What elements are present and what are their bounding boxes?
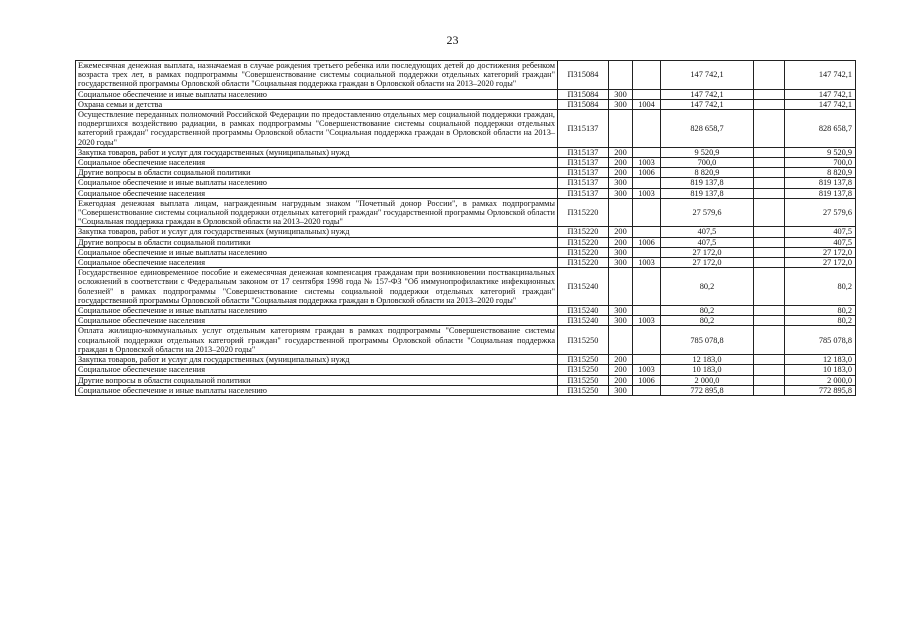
target-code-cell: П315220 (558, 237, 609, 247)
section-code-cell: 1006 (633, 237, 661, 247)
target-code-cell: П315084 (558, 99, 609, 109)
empty-cell (754, 326, 785, 355)
amount-cell: 407,5 (661, 237, 754, 247)
table-row (76, 326, 856, 355)
row-name-cell: Другие вопросы в области социальной политики (76, 237, 558, 247)
expense-type-cell: 300 (609, 178, 633, 188)
amount-cell: 10 183,0 (661, 365, 754, 375)
empty-cell (754, 306, 785, 316)
expense-type-cell (609, 268, 633, 306)
row-name-cell: Социальное обеспечение населения (76, 258, 558, 268)
expense-type-cell: 200 (609, 237, 633, 247)
table-row (76, 89, 856, 99)
target-code-cell: П315084 (558, 89, 609, 99)
expense-type-cell: 300 (609, 316, 633, 326)
section-code-cell (633, 355, 661, 365)
row-name-cell: Осуществление переданных полномочий Российской Федерации по предоставлению отдельных мер социальной поддержки граждан, подвергшихся воздействию радиации, в рамках подпрограммы "Совершенствование системы социальной поддержки отдельных категорий граждан" государственной программы Орловской области "Социальная поддержка граждан в Орловской области на 2013–2020 годы" (76, 110, 558, 148)
budget-table-body (76, 61, 856, 396)
amount-cell: 772 895,8 (661, 385, 754, 395)
expense-type-cell: 300 (609, 385, 633, 395)
section-code-cell (633, 268, 661, 306)
row-name-cell: Социальное обеспечение и иные выплаты населению (76, 247, 558, 257)
row-name-cell: Социальное обеспечение населения (76, 316, 558, 326)
expense-type-cell: 300 (609, 188, 633, 198)
empty-cell (754, 168, 785, 178)
section-code-cell: 1003 (633, 258, 661, 268)
target-code-cell: П315250 (558, 375, 609, 385)
table-row (76, 110, 856, 148)
amount-cell: 27 172,0 (661, 258, 754, 268)
target-code-cell: П315240 (558, 268, 609, 306)
row-name-cell: Закупка товаров, работ и услуг для государственных (муниципальных) нужд (76, 355, 558, 365)
amount-total-cell: 147 742,1 (785, 99, 856, 109)
empty-cell (754, 158, 785, 168)
amount-total-cell: 9 520,9 (785, 147, 856, 157)
amount-cell: 80,2 (661, 268, 754, 306)
amount-total-cell: 12 183,0 (785, 355, 856, 365)
row-name-cell: Другие вопросы в области социальной политики (76, 375, 558, 385)
amount-total-cell: 407,5 (785, 237, 856, 247)
target-code-cell: П315137 (558, 178, 609, 188)
table-row (76, 178, 856, 188)
amount-total-cell: 772 895,8 (785, 385, 856, 395)
table-row (76, 168, 856, 178)
section-code-cell: 1003 (633, 188, 661, 198)
section-code-cell (633, 61, 661, 90)
section-code-cell (633, 178, 661, 188)
target-code-cell: П315220 (558, 198, 609, 227)
amount-total-cell: 700,0 (785, 158, 856, 168)
empty-cell (754, 227, 785, 237)
expense-type-cell: 200 (609, 168, 633, 178)
empty-cell (754, 355, 785, 365)
amount-cell: 9 520,9 (661, 147, 754, 157)
section-code-cell (633, 326, 661, 355)
amount-cell: 819 137,8 (661, 188, 754, 198)
empty-cell (754, 89, 785, 99)
table-row (76, 375, 856, 385)
row-name-cell: Социальное обеспечение и иные выплаты населению (76, 385, 558, 395)
table-row (76, 158, 856, 168)
expense-type-cell (609, 326, 633, 355)
empty-cell (754, 99, 785, 109)
expense-type-cell (609, 110, 633, 148)
amount-cell: 700,0 (661, 158, 754, 168)
expense-type-cell (609, 198, 633, 227)
amount-total-cell: 27 172,0 (785, 258, 856, 268)
empty-cell (754, 188, 785, 198)
amount-total-cell: 10 183,0 (785, 365, 856, 375)
row-name-cell: Ежегодная денежная выплата лицам, награжденным нагрудным знаком "Почетный донор России", в рамках подпрограммы "Совершенствование системы социальной поддержки отдельных категорий граждан" государственной программы Орловской области "Социальная поддержка граждан в Орловской области на 2013–2020 годы" (76, 198, 558, 227)
expense-type-cell: 200 (609, 375, 633, 385)
expense-type-cell: 200 (609, 355, 633, 365)
expense-type-cell: 300 (609, 258, 633, 268)
section-code-cell: 1003 (633, 365, 661, 375)
amount-total-cell: 80,2 (785, 306, 856, 316)
amount-cell: 407,5 (661, 227, 754, 237)
target-code-cell: П315250 (558, 365, 609, 375)
section-code-cell: 1003 (633, 158, 661, 168)
row-name-cell: Ежемесячная денежная выплата, назначаемая в случае рождения третьего ребенка или последующих детей до достижения ребенком возраста трех лет, в рамках подпрограммы "Совершенствование системы социальной поддержки отдельных категорий граждан" государственной программы Орловской области "Социальная поддержка граждан в Орловской области на 2013–2020 годы" (76, 61, 558, 90)
section-code-cell: 1004 (633, 99, 661, 109)
section-code-cell (633, 147, 661, 157)
row-name-cell: Закупка товаров, работ и услуг для государственных (муниципальных) нужд (76, 147, 558, 157)
table-row (76, 247, 856, 257)
target-code-cell: П315137 (558, 110, 609, 148)
amount-cell: 12 183,0 (661, 355, 754, 365)
empty-cell (754, 258, 785, 268)
row-name-cell: Социальное обеспечение населения (76, 158, 558, 168)
target-code-cell: П315240 (558, 306, 609, 316)
empty-cell (754, 268, 785, 306)
amount-cell: 8 820,9 (661, 168, 754, 178)
empty-cell (754, 61, 785, 90)
amount-cell: 147 742,1 (661, 89, 754, 99)
amount-cell: 785 078,8 (661, 326, 754, 355)
amount-total-cell: 2 000,0 (785, 375, 856, 385)
section-code-cell (633, 306, 661, 316)
empty-cell (754, 237, 785, 247)
budget-table (75, 60, 856, 396)
section-code-cell (633, 385, 661, 395)
amount-total-cell: 27 579,6 (785, 198, 856, 227)
target-code-cell: П315220 (558, 247, 609, 257)
expense-type-cell: 300 (609, 247, 633, 257)
section-code-cell (633, 198, 661, 227)
target-code-cell: П315084 (558, 61, 609, 90)
target-code-cell: П315250 (558, 385, 609, 395)
section-code-cell: 1003 (633, 316, 661, 326)
target-code-cell: П315250 (558, 355, 609, 365)
page-number: 23 (446, 33, 459, 47)
amount-total-cell: 8 820,9 (785, 168, 856, 178)
empty-cell (754, 247, 785, 257)
table-row (76, 316, 856, 326)
section-code-cell (633, 110, 661, 148)
row-name-cell: Другие вопросы в области социальной политики (76, 168, 558, 178)
target-code-cell: П315137 (558, 158, 609, 168)
table-row (76, 306, 856, 316)
amount-cell: 147 742,1 (661, 61, 754, 90)
empty-cell (754, 147, 785, 157)
target-code-cell: П315250 (558, 326, 609, 355)
target-code-cell: П315137 (558, 188, 609, 198)
amount-total-cell: 828 658,7 (785, 110, 856, 148)
target-code-cell: П315137 (558, 147, 609, 157)
table-row (76, 355, 856, 365)
table-row (76, 198, 856, 227)
amount-cell: 2 000,0 (661, 375, 754, 385)
table-row (76, 237, 856, 247)
row-name-cell: Закупка товаров, работ и услуг для государственных (муниципальных) нужд (76, 227, 558, 237)
target-code-cell: П315240 (558, 316, 609, 326)
amount-cell: 819 137,8 (661, 178, 754, 188)
table-row (76, 61, 856, 90)
amount-cell: 828 658,7 (661, 110, 754, 148)
row-name-cell: Оплата жилищно-коммунальных услуг отдельным категориям граждан в рамках подпрограммы "Совершенствование системы социальной поддержки отдельных категорий граждан" государственной программы Орловской области "Социальная поддержка граждан в Орловской области на 2013–2020 годы" (76, 326, 558, 355)
empty-cell (754, 385, 785, 395)
row-name-cell: Социальное обеспечение населения (76, 365, 558, 375)
expense-type-cell (609, 61, 633, 90)
target-code-cell: П315137 (558, 168, 609, 178)
section-code-cell (633, 89, 661, 99)
amount-total-cell: 80,2 (785, 316, 856, 326)
target-code-cell: П315220 (558, 227, 609, 237)
amount-total-cell: 819 137,8 (785, 178, 856, 188)
row-name-cell: Социальное обеспечение населения (76, 188, 558, 198)
amount-cell: 80,2 (661, 316, 754, 326)
row-name-cell: Государственное единовременное пособие и ежемесячная денежная компенсация гражданам при возникновении поствакцинальных осложнений в соответствии с Федеральным законом от 17 сентября 1998 года № 157-ФЗ "Об иммунопрофилактике инфекционных болезней" в рамках подпрограммы "Совершенствование системы социальной поддержки отдельных категорий граждан" государственной программы Орловской области "Социальная поддержка граждан в Орловской области на 2013–2020 годы" (76, 268, 558, 306)
section-code-cell: 1006 (633, 168, 661, 178)
target-code-cell: П315220 (558, 258, 609, 268)
table-row (76, 268, 856, 306)
expense-type-cell: 300 (609, 99, 633, 109)
section-code-cell (633, 247, 661, 257)
amount-cell: 80,2 (661, 306, 754, 316)
section-code-cell (633, 227, 661, 237)
amount-total-cell: 819 137,8 (785, 188, 856, 198)
expense-type-cell: 200 (609, 147, 633, 157)
amount-total-cell: 147 742,1 (785, 89, 856, 99)
expense-type-cell: 200 (609, 158, 633, 168)
amount-total-cell: 407,5 (785, 227, 856, 237)
empty-cell (754, 178, 785, 188)
expense-type-cell: 200 (609, 365, 633, 375)
expense-type-cell: 300 (609, 89, 633, 99)
table-row (76, 365, 856, 375)
amount-cell: 27 172,0 (661, 247, 754, 257)
amount-cell: 147 742,1 (661, 99, 754, 109)
amount-cell: 27 579,6 (661, 198, 754, 227)
table-row (76, 385, 856, 395)
row-name-cell: Социальное обеспечение и иные выплаты населению (76, 306, 558, 316)
row-name-cell: Охрана семьи и детства (76, 99, 558, 109)
amount-total-cell: 27 172,0 (785, 247, 856, 257)
section-code-cell: 1006 (633, 375, 661, 385)
empty-cell (754, 375, 785, 385)
empty-cell (754, 316, 785, 326)
table-row (76, 188, 856, 198)
row-name-cell: Социальное обеспечение и иные выплаты населению (76, 178, 558, 188)
table-row (76, 99, 856, 109)
empty-cell (754, 365, 785, 375)
amount-total-cell: 785 078,8 (785, 326, 856, 355)
empty-cell (754, 110, 785, 148)
row-name-cell: Социальное обеспечение и иные выплаты населению (76, 89, 558, 99)
amount-total-cell: 147 742,1 (785, 61, 856, 90)
empty-cell (754, 198, 785, 227)
expense-type-cell: 300 (609, 306, 633, 316)
expense-type-cell: 200 (609, 227, 633, 237)
table-row (76, 258, 856, 268)
table-row (76, 147, 856, 157)
amount-total-cell: 80,2 (785, 268, 856, 306)
table-row (76, 227, 856, 237)
